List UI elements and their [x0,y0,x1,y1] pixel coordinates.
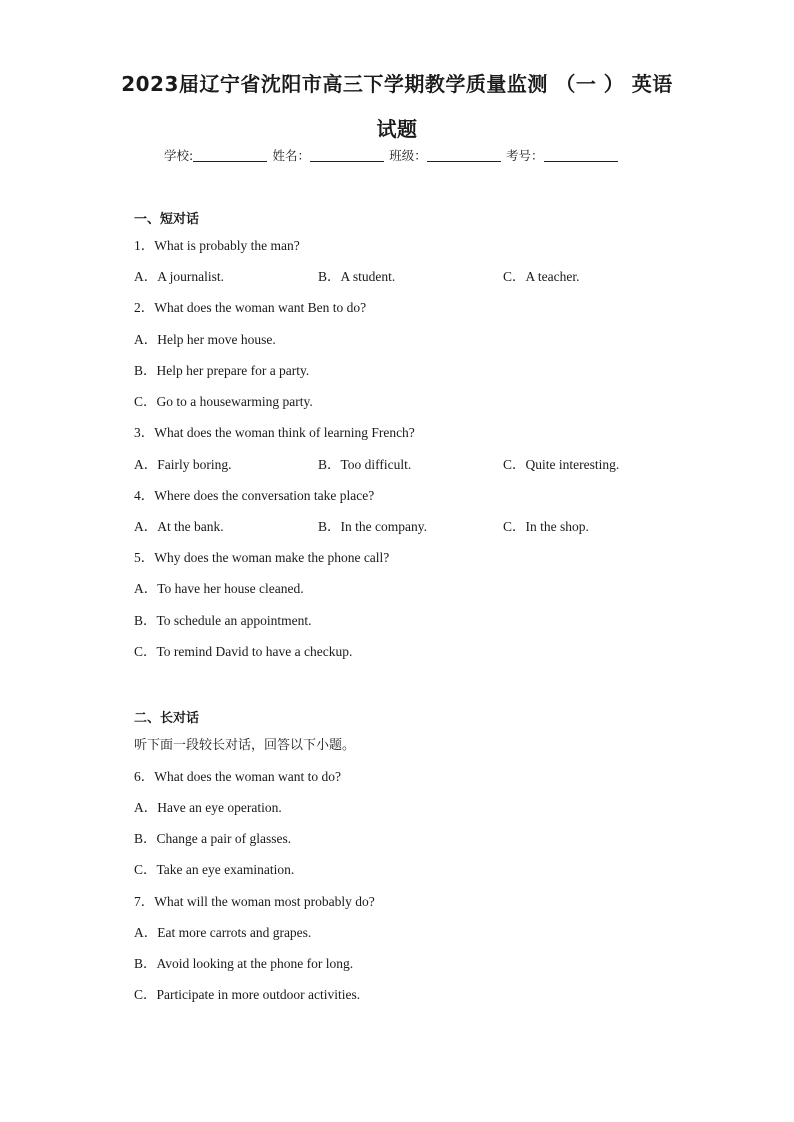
question-7-option-c: C．Participate in more outdoor activities. [134,987,361,1002]
question-3-option-c: C．Quite interesting. [503,457,620,472]
student-info-row [164,146,620,164]
question-6-stem: 6．What does the woman want to do? [134,769,341,784]
question-4-stem: 4．Where does the conversation take place? [134,488,375,503]
school-label: 学校: [164,148,194,163]
question-1-stem: 1．What is probably the man? [134,238,300,253]
section2-instruction: 听下面一段较长对话，回答以下小题。 [134,738,356,753]
question-7-option-a: A．Eat more carrots and grapes. [134,925,312,940]
question-5-stem: 5．Why does the woman make the phone call? [134,550,390,565]
question-2-stem: 2．What does the woman want Ben to do? [134,300,367,315]
question-3-option-b: B．Too difficult. [318,457,412,472]
question-3-stem: 3．What does the woman think of learning French? [134,425,415,440]
exam-title-line1: 2023届辽宁省沈阳市高三下学期教学质量监测 （一 ） 英语 [121,72,673,96]
question-7-option-b: B．Avoid looking at the phone for long. [134,956,354,971]
question-4-option-c: C．In the shop. [503,519,589,534]
question-2-option-a: A．Help her move house. [134,332,276,347]
name-blank[interactable] [310,148,384,162]
class-label: 班级： [389,148,427,163]
question-1-option-a: A．A journalist. [134,269,224,284]
question-4-option-b: B．In the company. [318,519,427,534]
question-6-option-b: B．Change a pair of glasses. [134,831,292,846]
question-3-option-a: A．Fairly boring. [134,457,232,472]
question-5-option-c: C．To remind David to have a checkup. [134,644,353,659]
exam-number-blank[interactable] [544,148,618,162]
exam-number-label: 考号： [506,148,544,163]
school-blank[interactable] [193,148,267,162]
question-1-option-b: B．A student. [318,269,396,284]
question-1-option-c: C．A teacher. [503,269,580,284]
section1-heading: 一、短对话 [134,212,200,227]
question-5-option-a: A．To have her house cleaned. [134,581,304,596]
class-blank[interactable] [427,148,501,162]
question-5-option-b: B．To schedule an appointment. [134,613,312,628]
section2-heading: 二、长对话 [134,711,200,726]
exam-title-line2: 试题 [376,117,418,141]
question-7-stem: 7．What will the woman most probably do? [134,894,375,909]
question-4-option-a: A．At the bank. [134,519,224,534]
question-6-option-a: A．Have an eye operation. [134,800,282,815]
question-6-option-c: C．Take an eye examination. [134,862,295,877]
question-2-option-b: B．Help her prepare for a party. [134,363,310,378]
question-2-option-c: C．Go to a housewarming party. [134,394,313,409]
name-label: 姓名： [272,148,310,163]
